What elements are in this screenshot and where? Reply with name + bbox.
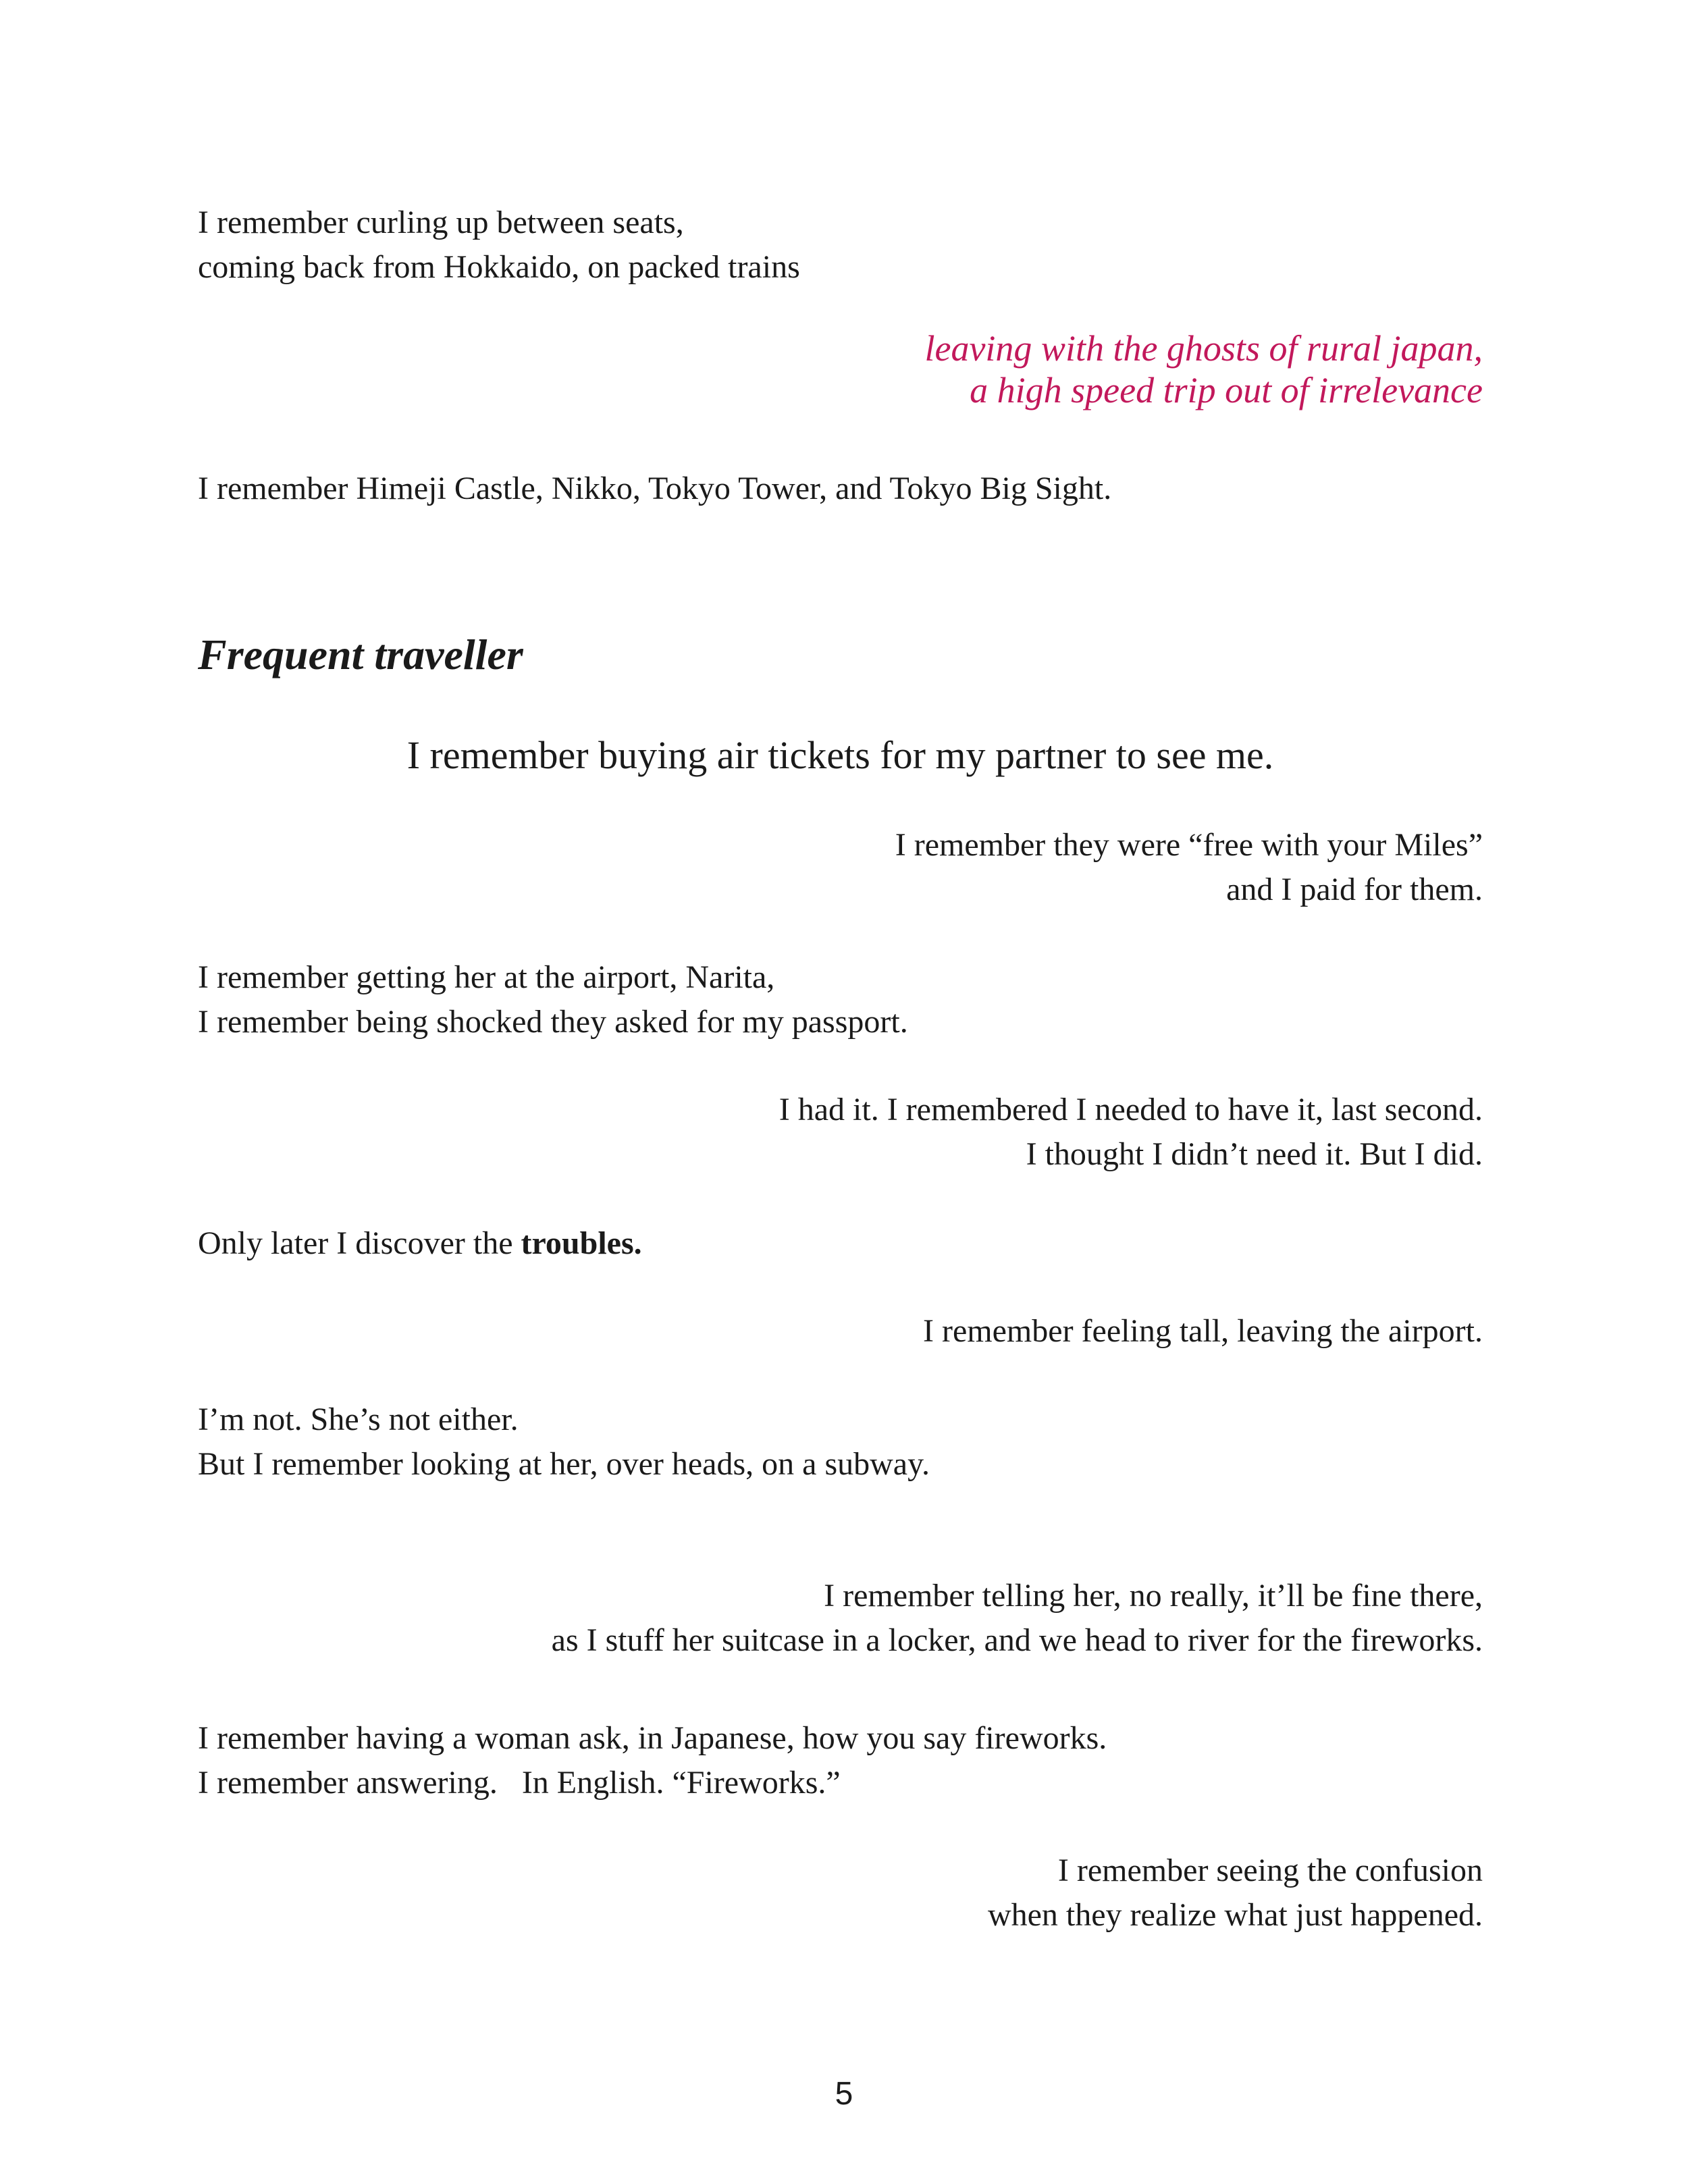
troubles-line (198, 1221, 1483, 1266)
stanza-line: as I stuff her suitcase in a locker, and we head to river for the fireworks. (551, 1622, 1483, 1658)
places-line: I remember Himeji Castle, Nikko, Tokyo Tower, and Tokyo Big Sight. (198, 471, 1112, 506)
troubles-bold: troubles. (521, 1225, 642, 1261)
subway-stanza (198, 1397, 1483, 1487)
troubles-prefix: Only later I discover the (198, 1225, 521, 1261)
section-heading: Frequent traveller (198, 631, 523, 678)
tall-line: I remember feeling tall, leaving the airport. (923, 1313, 1483, 1349)
tickets-line: I remember buying air tickets for my partner to see me. (406, 733, 1274, 777)
confusion-stanza (198, 1848, 1483, 1938)
stanza-line: But I remember looking at her, over heads, on a subway. (198, 1446, 930, 1482)
train-stanza (198, 201, 1483, 290)
passport-stanza (198, 1088, 1483, 1177)
miles-stanza (198, 823, 1483, 912)
stanza-line: leaving with the ghosts of rural japan, (924, 328, 1483, 369)
stanza-line: I remember being shocked they asked for my passport. (198, 1004, 908, 1040)
stanza-line: I thought I didn’t need it. But I did. (1026, 1136, 1483, 1172)
stanza-line: I remember they were “free with your Miles” (895, 827, 1483, 863)
stanza-line: I remember curling up between seats, (198, 205, 684, 240)
page-number: 5 (835, 2076, 853, 2112)
locker-stanza (198, 1574, 1483, 1663)
fireworks-stanza (198, 1716, 1483, 1805)
airport-stanza (198, 955, 1483, 1044)
stanza-line: a high speed trip out of irrelevance (970, 370, 1483, 410)
stanza-line: I remember telling her, no really, it’ll be fine there, (824, 1578, 1483, 1614)
stanza-line: I’m not. She’s not either. (198, 1402, 519, 1437)
stanza-line: I had it. I remembered I needed to have it, last second. (779, 1092, 1483, 1127)
stanza-line: coming back from Hokkaido, on packed trains (198, 249, 800, 285)
stanza-line: I remember seeing the confusion (1057, 1853, 1483, 1888)
stanza-line: and I paid for them. (1226, 872, 1483, 907)
stanza-line: I remember answering. In English. “Fireworks.” (198, 1765, 841, 1801)
stanza-line: I remember getting her at the airport, Narita, (198, 959, 775, 995)
stanza-line: I remember having a woman ask, in Japanese, how you say fireworks. (198, 1720, 1107, 1756)
stanza-line: when they realize what just happened. (987, 1897, 1483, 1933)
pink-italic-stanza (198, 327, 1483, 411)
